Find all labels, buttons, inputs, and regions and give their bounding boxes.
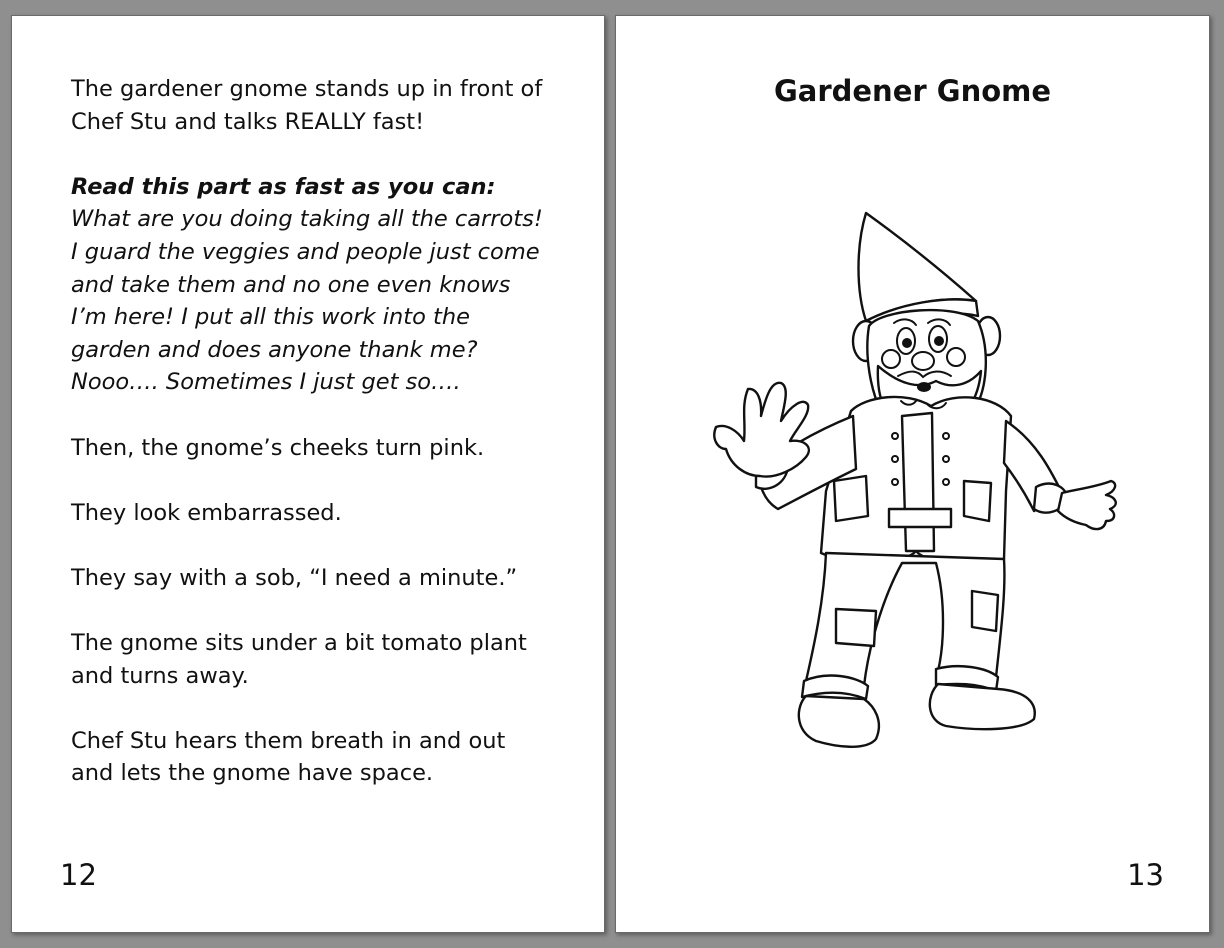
page-number-left: 12 [60, 858, 97, 892]
fast-read-instruction: Read this part as fast as you can: [71, 173, 496, 200]
story-paragraph: The gardener gnome stands up in front of Chef Stu and talks REALLY fast! [71, 76, 543, 135]
story-paragraph: They say with a sob, “I need a minute.” [71, 564, 518, 591]
gnome-speech: What are you doing taking all the carrots! I guard the veggies and people just come and take them and no one even knows I’m here! I put all this work into the garden and does anyone thank me? Nooo…. Sometimes I just get so…. [71, 206, 543, 396]
story-paragraph: Then, the gnome’s cheeks turn pink. [71, 434, 485, 461]
right-page [615, 15, 1210, 933]
page-number-right: 13 [1127, 858, 1164, 892]
left-page [11, 15, 605, 933]
story-paragraph: Chef Stu hears them breath in and out and lets the gnome have space. [71, 727, 506, 787]
right-hand [1058, 481, 1116, 529]
story-paragraph: They look embarrassed. [71, 499, 342, 526]
right-shoe [930, 684, 1035, 729]
page-title: Gardener Gnome [773, 74, 1052, 108]
story-text [71, 73, 551, 823]
story-paragraph: The gnome sits under a bit tomato plant and turns away. [71, 630, 527, 689]
fast-read-passage [71, 171, 551, 399]
left-shoe [799, 696, 879, 747]
left-hand [714, 383, 809, 477]
gardener-gnome-illustration [706, 191, 1126, 766]
